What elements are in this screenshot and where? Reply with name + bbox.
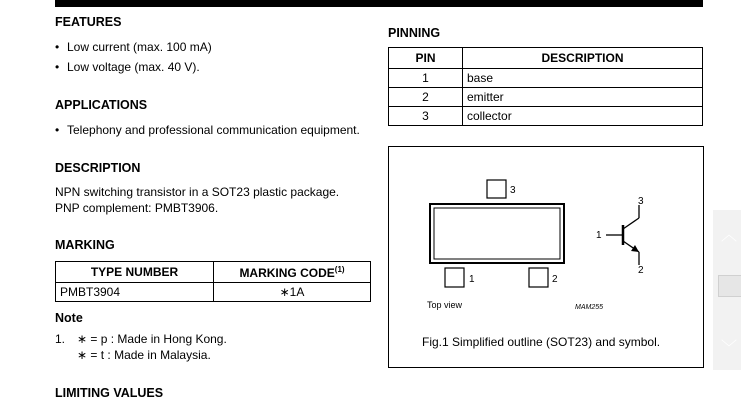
package-body-outline	[430, 204, 564, 263]
top-rule	[55, 0, 703, 7]
symbol-emitter-label: 2	[638, 265, 644, 276]
chevron-up-icon[interactable]: ︿	[721, 227, 738, 244]
applications-item-1: • Telephony and professional communication equipment.	[55, 123, 360, 137]
pin-number: 1	[389, 69, 463, 88]
features-item-2: • Low voltage (max. 40 V).	[55, 60, 200, 74]
figure-code-label: MAM255	[575, 304, 604, 311]
pinning-heading: PINNING	[388, 26, 441, 40]
pin1-pad	[445, 268, 464, 287]
pin-description: collector	[463, 107, 703, 126]
description-line-2: PNP complement: PMBT3906.	[55, 201, 219, 215]
sot23-outline-and-symbol	[389, 147, 703, 367]
figure-box	[388, 146, 704, 368]
description-line-1: NPN switching transistor in a SOT23 plastic package.	[55, 185, 340, 199]
features-heading: FEATURES	[55, 15, 122, 29]
symbol-base-label: 1	[596, 230, 602, 241]
limiting-values-heading: LIMITING VALUES	[55, 386, 164, 400]
package-body-inner	[434, 208, 560, 259]
pinning-header-description: DESCRIPTION	[463, 48, 703, 69]
scroll-thumb[interactable]	[718, 275, 741, 297]
symbol-collector-label: 3	[638, 196, 644, 207]
chevron-down-icon[interactable]: ﹀	[721, 340, 738, 357]
marking-header-type: TYPE NUMBER	[56, 262, 214, 283]
pin-description: emitter	[463, 88, 703, 107]
note-number: 1.	[55, 332, 66, 346]
table-row	[389, 69, 703, 88]
applications-heading: APPLICATIONS	[55, 98, 148, 112]
marking-table	[55, 261, 371, 302]
top-view-label: Top view	[427, 300, 463, 310]
marking-cell-type: PMBT3904	[56, 283, 214, 302]
marking-header-code: MARKING CODE$^{(1)}$	[214, 262, 371, 283]
table-row	[56, 283, 371, 302]
table-row	[389, 107, 703, 126]
note-line-1: ∗ = p : Made in Hong Kong.	[77, 332, 227, 346]
pinning-table	[388, 47, 703, 126]
marking-heading: MARKING	[55, 238, 115, 252]
note-line-2: ∗ = t : Made in Malaysia.	[77, 348, 211, 362]
pin-number: 2	[389, 88, 463, 107]
pin1-label: 1	[469, 274, 475, 285]
pinning-header-pin: PIN	[389, 48, 463, 69]
npn-transistor-symbol	[606, 205, 639, 265]
pin2-label: 2	[552, 274, 558, 285]
pin2-pad	[529, 268, 548, 287]
pin-number: 3	[389, 107, 463, 126]
pin3-label: 3	[510, 185, 516, 196]
table-row	[389, 88, 703, 107]
figure-caption: Fig.1 Simplified outline (SOT23) and symbol.	[422, 335, 661, 349]
marking-cell-code: ∗1A	[214, 283, 371, 302]
features-item-1: • Low current (max. 100 mA)	[55, 40, 212, 54]
description-heading: DESCRIPTION	[55, 161, 141, 175]
pin3-pad	[487, 180, 506, 198]
pin-description: base	[463, 69, 703, 88]
note-heading: Note	[55, 311, 83, 325]
